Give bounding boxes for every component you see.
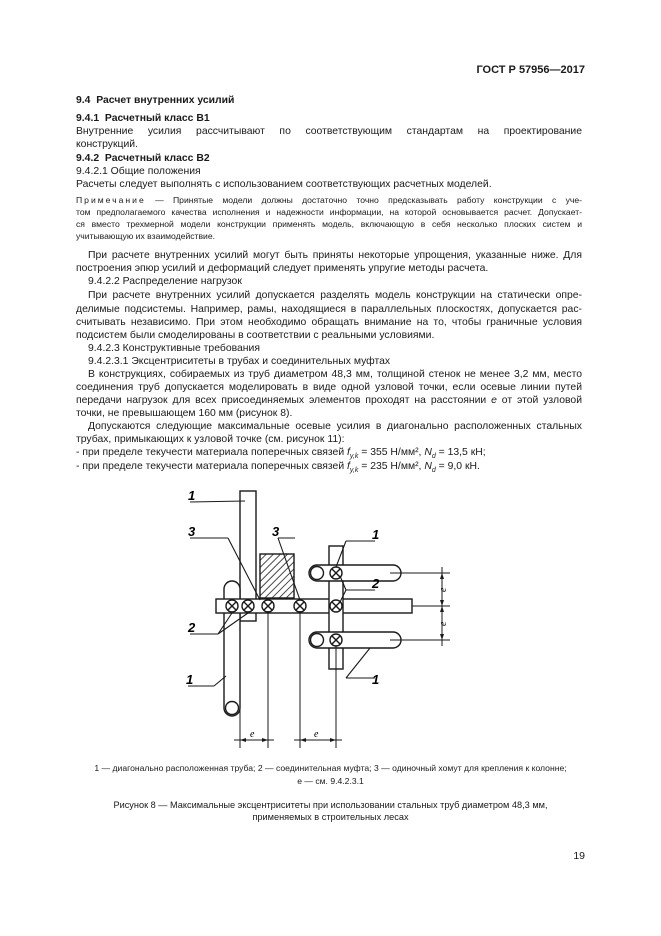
note-line: учитывающую их взаимодействие. (76, 231, 216, 241)
figure-legend-line: e — см. 9.4.2.3.1 (297, 776, 364, 786)
section-title: Расчет внутренних усилий (96, 95, 235, 106)
section-title: Расчетный класс B1 (104, 113, 210, 124)
label-2: 2 (372, 576, 380, 591)
section-number: 9.4 (76, 95, 91, 106)
paragraph-line: конструкций. (76, 139, 138, 150)
section-9-4-1-heading (76, 112, 582, 126)
paragraph-line: При расчете внутренних усилий могут быть приняты некоторые упрощения, указанные ниже. Для (88, 250, 582, 261)
label-1: 1 (372, 672, 380, 687)
label-3: 3 (272, 524, 280, 539)
list-item (76, 460, 582, 478)
text-segment: передачи нагрузок для всех присоединяемых элементов проходят на расстоянии (76, 395, 487, 406)
paragraph-line (76, 394, 582, 408)
symbol-n: N (424, 447, 432, 458)
page-number: 19 (573, 850, 585, 862)
paragraph-line: точки, не превышающем 160 мм (рисунок 8). (76, 408, 293, 419)
paragraph-line: соединения труб допускается моделировать в виде одной узловой точки, если осевые линии путей (76, 382, 582, 393)
section-number: 9.4.1 (76, 113, 100, 124)
symbol-f: f (347, 447, 350, 458)
section-title: Расчетный класс B2 (104, 153, 210, 164)
variable-e: e (491, 395, 497, 406)
paragraph-line: Допускаются следующие максимальные осевые усилия в диагонально расположенных стальных (88, 421, 582, 432)
value: = 13,5 кН; (435, 447, 486, 458)
label-e: e (314, 729, 319, 740)
paragraph-line: построения эпюр усилий и деформаций следует применять упругие методы расчета. (76, 263, 489, 274)
value: = 9,0 кН. (435, 461, 480, 472)
symbol-f: f (347, 461, 350, 472)
list-text: - при пределе текучести материала поперечных связей (76, 447, 345, 458)
text-segment: от этой узловой (501, 395, 582, 406)
column-clamp-block (260, 554, 294, 598)
diagonal-tube-right-lower (309, 632, 401, 648)
figure-caption: Рисунок 8 — Максимальные эксцентриситеты при использовании стальных труб диаметром 48,3 мм, (113, 800, 548, 810)
note-line: ся вместо трехмерной модели конструкции применять модель, включающую в себя несколько плоских систем и (76, 219, 582, 229)
label-3: 3 (188, 524, 196, 539)
note-line: том предполагаемого качества исполнения и надежности информации, на которой основывается расчет. Допускает- (76, 207, 582, 217)
label-e: e (250, 729, 255, 740)
value: = 235 Н/мм², (358, 461, 425, 472)
subsection-heading: 9.4.2.1 Общие положения (76, 166, 201, 177)
label-1: 1 (186, 672, 194, 687)
section-number: 9.4.2 (76, 153, 100, 164)
diagonal-tube-right-upper (309, 565, 401, 581)
section-9-4-2-heading (76, 152, 582, 166)
paragraph-line: трубах, примыкающих к узловой точке (см. рисунок 11): (76, 434, 345, 445)
label-e: e (438, 621, 449, 626)
note-line (76, 195, 582, 206)
figure-caption: применяемых в строительных лесах (252, 812, 409, 822)
label-1: 1 (372, 527, 380, 542)
paragraph-line: считывать независимо. При этом необходимо обращать внимание на то, чтобы граничные условия (76, 317, 582, 328)
label-e: e (438, 587, 449, 592)
list-text: - при пределе текучести материала поперечных связей (76, 461, 345, 472)
document-header: ГОСТ Р 57956—2017 (476, 64, 585, 76)
figure-legend-line: 1 — диагонально расположенная труба; 2 — соединительная муфта; 3 — одиночный хомут для крепления к колонне; (94, 763, 567, 773)
paragraph-line: Расчеты следует выполнять с использованием соответствующих расчетных моделей. (76, 179, 492, 190)
symbol-n: N (424, 461, 432, 472)
paragraph-line: При расчете внутренних усилий допускается разделять модель конструкции на статически опре- (88, 290, 582, 301)
subsection-heading: 9.4.2.3.1 Эксцентриситеты в трубах и соединительных муфтах (88, 356, 391, 367)
paragraph-line: Внутренние усилия рассчитывают по соответствующим стандартам на проектирование (76, 126, 582, 137)
section-9-4-heading (76, 94, 582, 108)
note-label: Примечание (76, 195, 146, 205)
symbol-sub: y,k (349, 467, 359, 475)
label-2: 2 (188, 620, 196, 635)
note-text: — Принятые модели должны достаточно точно предсказывать работу конструкции с уче- (155, 195, 583, 205)
figure-8-diagram (150, 486, 460, 756)
symbol-sub: y,k (349, 453, 359, 461)
symbol-sub: d (431, 453, 436, 461)
paragraph-line: В конструкциях, собираемых из труб диаметром 48,3 мм, толщиной стенок не менее 3,2 мм, место (88, 369, 582, 380)
paragraph-line: делимые подсистемы. Например, рамы, находящиеся в параллельных плоскостях, допускается рас- (76, 304, 582, 315)
subsection-heading: 9.4.2.2 Распределение нагрузок (88, 276, 242, 287)
symbol-sub: d (431, 467, 436, 475)
subsection-heading: 9.4.2.3 Конструктивные требования (88, 343, 260, 354)
label-1: 1 (188, 488, 196, 503)
paragraph-line: подсистем были смоделированы в соответствии с реальными условиями. (76, 330, 435, 341)
value: = 355 Н/мм², (358, 447, 425, 458)
